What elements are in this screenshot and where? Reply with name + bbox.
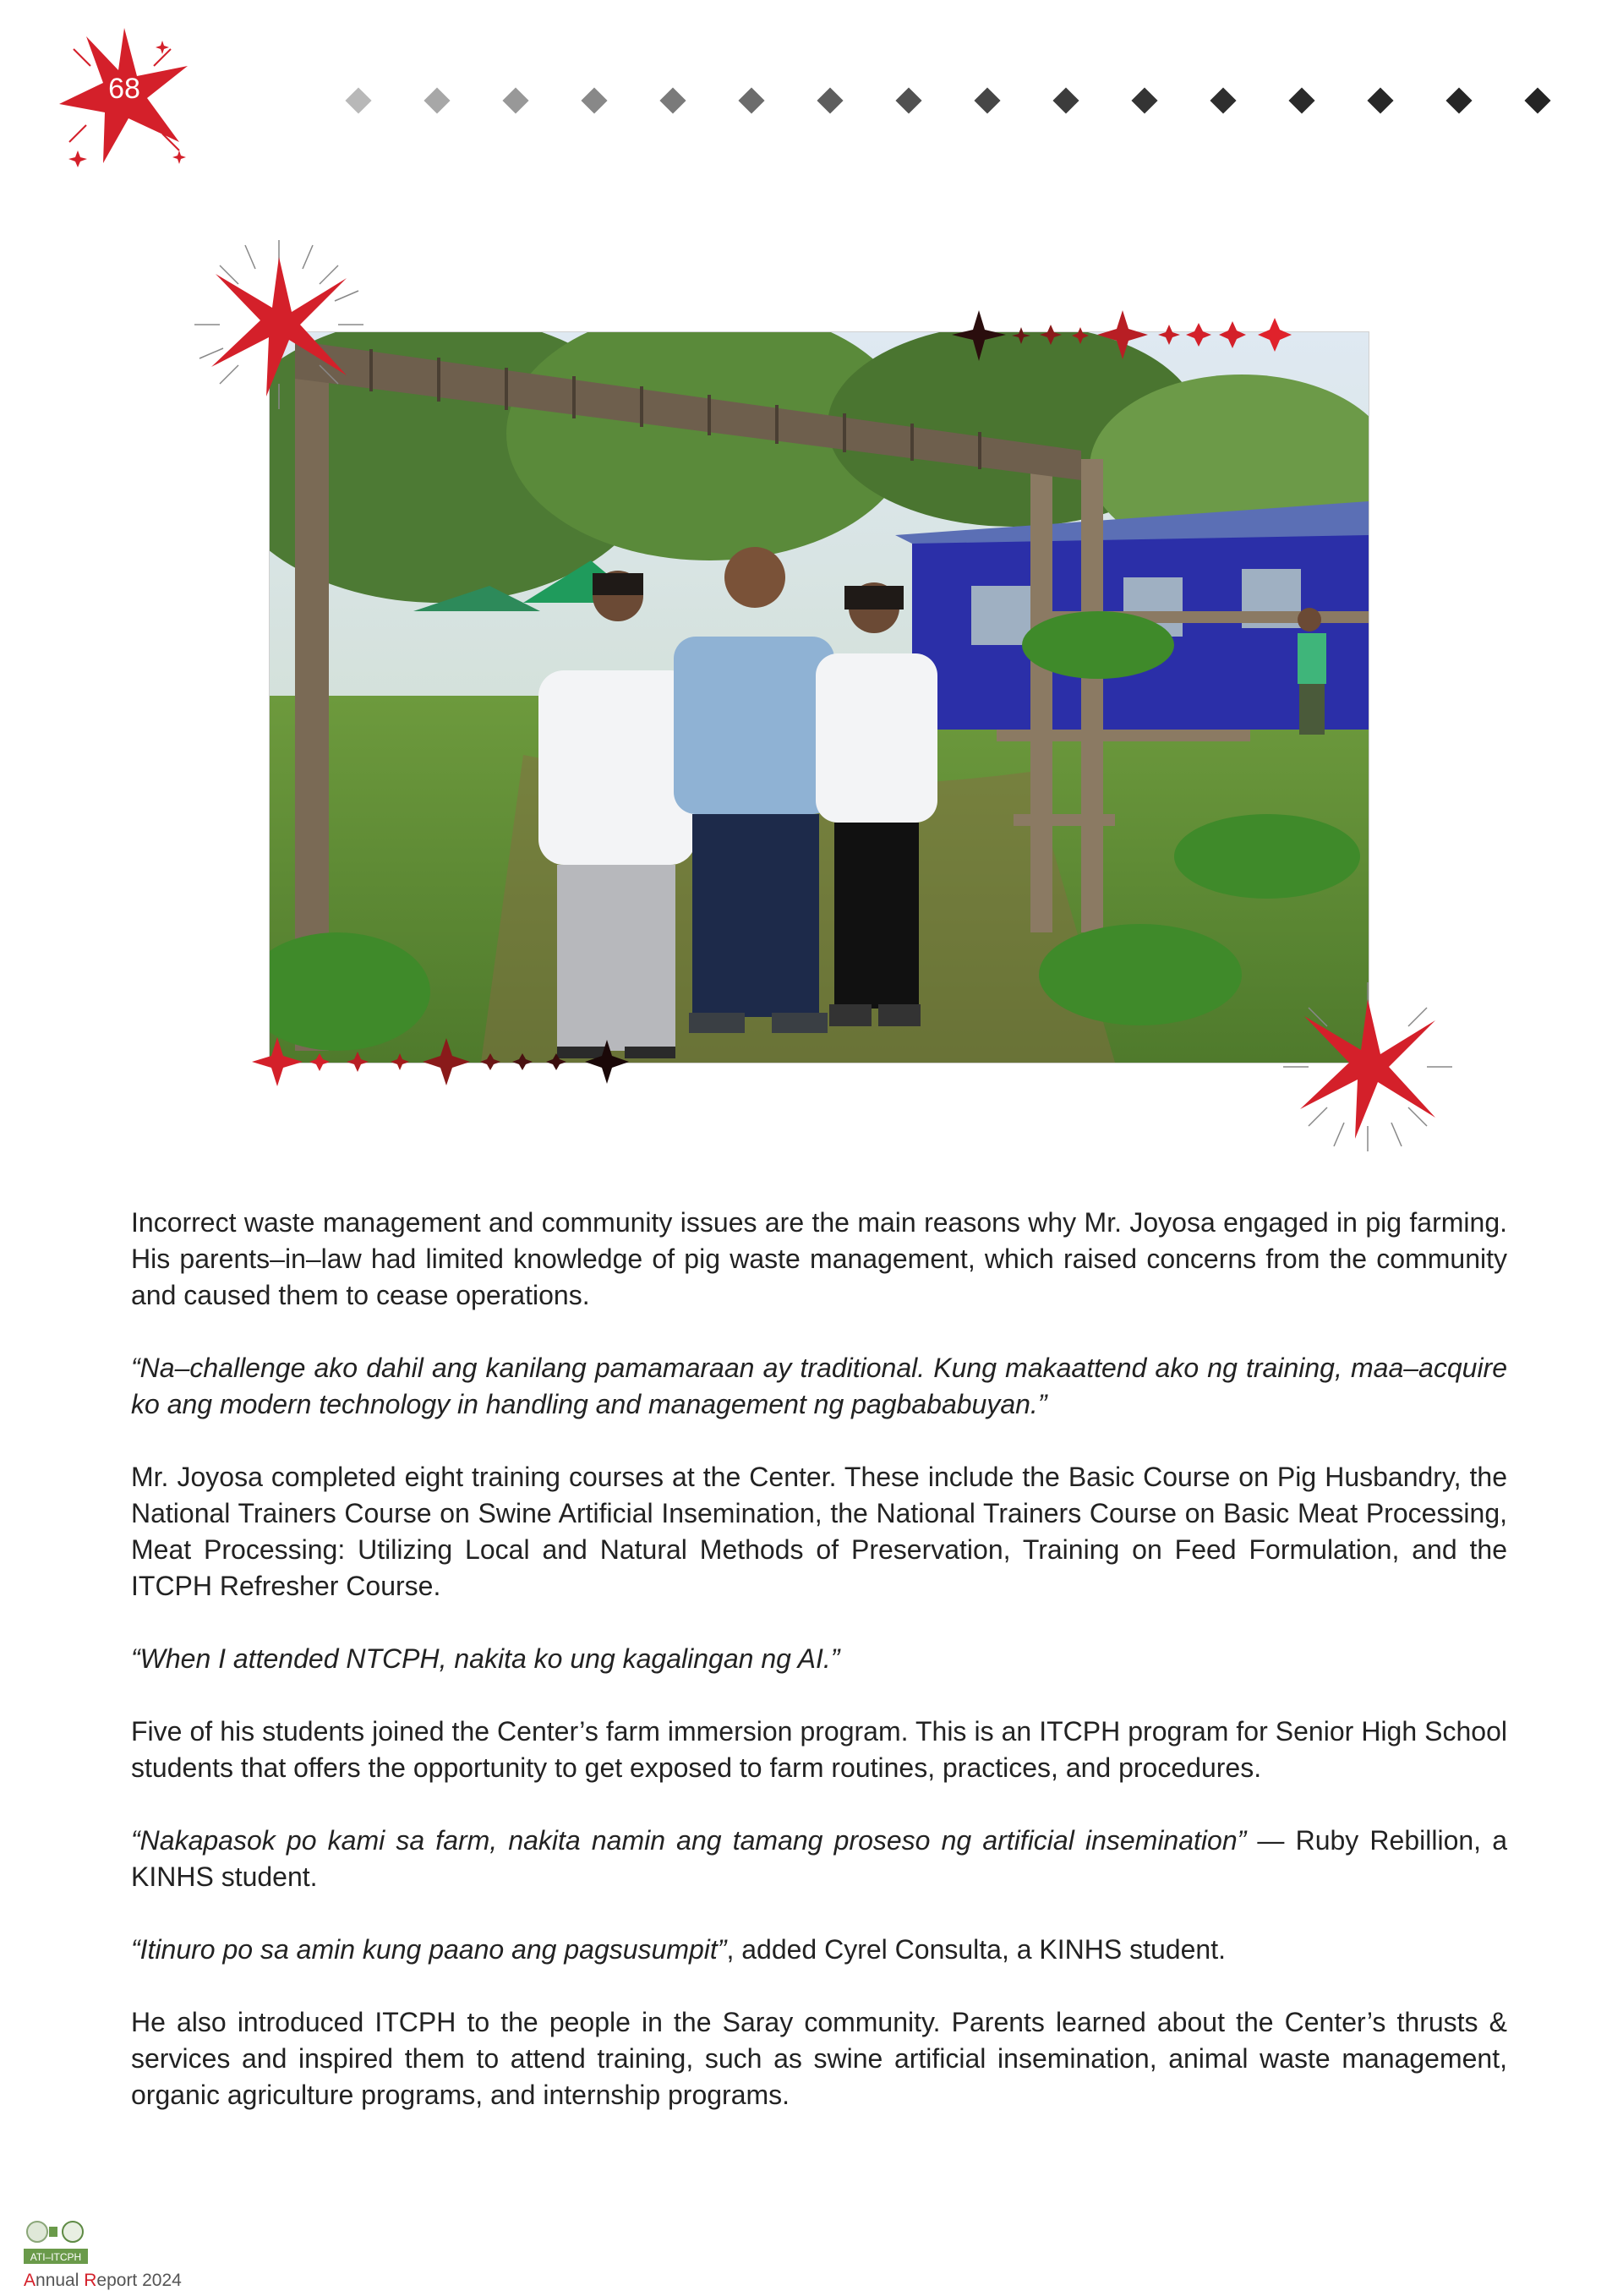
diamond-icon (817, 87, 843, 113)
diamond-icon (1367, 87, 1393, 113)
article-quote: “When I attended NTCPH, nakita ko ung kagalingan ng AI.” (131, 1643, 840, 1674)
star-row-bottom (252, 1033, 641, 1092)
ati-itcph-logo (22, 2218, 90, 2267)
diamond-icon (502, 87, 528, 113)
photo-frame (269, 331, 1368, 1062)
diamond-icon (1131, 87, 1157, 113)
diamond-icon (974, 87, 1000, 113)
diamond-icon (424, 87, 450, 113)
article-quote-attributed (131, 1932, 1507, 1968)
article-body (131, 1205, 1507, 2150)
group-photo (269, 331, 1369, 1063)
logo-icon (22, 2218, 90, 2267)
quote-text: “Nakapasok po kami sa farm, nakita namin ang tamang proseso ng artificial insemination” (131, 1825, 1247, 1856)
starburst-icon (194, 240, 363, 409)
diamond-icon (1210, 87, 1236, 113)
footer-report-title: Annual Report 2024 (24, 2271, 182, 2290)
diamond-icon (581, 87, 607, 113)
quote-attribution: , added Cyrel Consulta, a KINHS student. (726, 1934, 1226, 1965)
article-paragraph: Incorrect waste management and community issues are the main reasons why Mr. Joyosa engaged in pig farming. His parents–in–law had limited knowledge of pig waste management, which raised concerns from the community and caused them to cease operations. (131, 1207, 1507, 1310)
svg-text:ATI–ITCPH: ATI–ITCPH (30, 2251, 82, 2263)
article-quote: “Na–challenge ako dahil ang kanilang pamamaraan ay traditional. Kung makaattend ako ng training, maa–acquire ko ang modern technology in handling and management ng pagbababuyan.” (131, 1353, 1507, 1419)
page-number: 68 (108, 73, 140, 105)
article-paragraph: Five of his students joined the Center’s farm immersion program. This is an ITCPH program for Senior High School students that offers the opportunity to get exposed to farm routines, practices, and procedures. (131, 1716, 1507, 1783)
diamond-icon (345, 87, 371, 113)
article-quote-attributed (131, 1823, 1507, 1895)
quote-attribution: — Ruby Rebillion, a KINHS student. (131, 1825, 1508, 1892)
starburst-icon (1283, 982, 1452, 1151)
header-diamond-row (338, 85, 1564, 118)
diamond-icon (1524, 87, 1550, 113)
page-number-badge (52, 24, 196, 167)
diamond-icon (738, 87, 764, 113)
diamond-icon (659, 87, 686, 113)
diamond-icon (1288, 87, 1314, 113)
article-paragraph: Mr. Joyosa completed eight training courses at the Center. These include the Basic Course on Pig Husbandry, the National Trainers Course on Swine Artificial Insemination, the National Trainers Course on Basic Meat Processing, Meat Processing: Utilizing Local and Natural Methods of Preservation, Training on Feed Formulation, and the ITCPH Refresher Course. (131, 1462, 1507, 1601)
quote-text: “Itinuro po sa amin kung paano ang pagsusumpit” (131, 1934, 727, 1965)
diamond-icon (895, 87, 921, 113)
star-row-top (945, 306, 1368, 365)
garden-scene-illustration (270, 332, 1369, 1063)
article-paragraph: He also introduced ITCPH to the people in the Saray community. Parents learned about the Center’s thrusts & services and inspired them to attend training, such as swine artificial insemination, animal waste management, organic agriculture programs, and internship programs. (131, 2007, 1507, 2110)
diamond-icon (1052, 87, 1079, 113)
diamond-icon (1445, 87, 1472, 113)
